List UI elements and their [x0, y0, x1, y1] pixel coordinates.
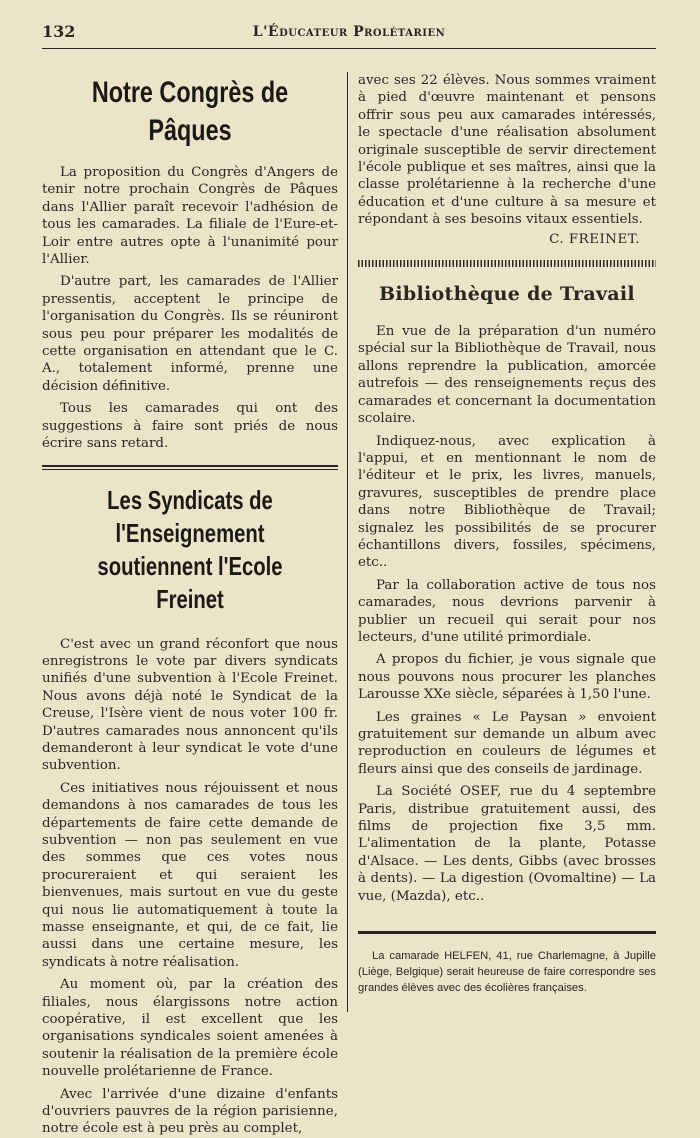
paragraph: A propos du fichier, je vous signale que nous pouvons nous procurer les planches Larousse XXe siècle, séparées à 1,50 l'une.	[358, 652, 656, 703]
paragraph: La Société OSEF, rue du 4 septembre Paris, distribue gratuitement aussi, des films de projection fixe 3,5 mm. L'alimentation de la plante, Potasse d'Alsace. — Les dents, Gibbs (avec brosses à dents). — La digestion (Ovomaltine) — La vue, (Mazda), etc..	[358, 784, 656, 904]
paragraph-continuation: avec ses 22 élèves. Nous sommes vraiment à pied d'œuvre maintenant et pensons offrir sous peu aux camarades intéressés, le spectacle d'une réalisation absolument originale susceptible de servir directement l'école publique et ses maîtres, ainsi que la classe prolétarienne à la recherche d'une éducation et d'une culture à sa mesure et répondant à ses besoins vitaux essentiels.	[358, 73, 656, 228]
notice-divider	[358, 931, 656, 934]
signature: C. FREINET.	[549, 231, 640, 247]
page-header	[42, 22, 656, 49]
paragraph: La proposition du Congrès d'Angers de tenir notre prochain Congrès de Pâques dans l'Allier paraît recevoir l'adhésion de tous les camarades. La filiale de l'Eure-et-Loir entre autres opte à l'unanimité pour l'Allier.	[42, 165, 338, 268]
article-body-syndicats	[42, 636, 338, 1138]
page-number: 132	[42, 22, 76, 41]
article-title-bibliotheque: Bibliothèque de Travail	[379, 283, 635, 306]
left-column	[42, 72, 338, 1138]
paragraph: D'autre part, les camarades de l'Allier pressentis, acceptent le principe de l'organisation du Congrès. Ils se réuniront sous peu pour préparer les modalités de cette organisation en attendant que le C. A., totalement informé, prenne une décision définitive.	[42, 274, 338, 394]
running-title: L'Éducateur Prolétarien	[252, 24, 446, 40]
hatched-divider	[358, 260, 656, 267]
notice-text: La camarade HELFEN, 41, rue Charlemagne, à Jupille (Liège, Belgique) serait heureuse de faire correspondre ses grandes élèves avec des écolières françaises.	[358, 950, 656, 995]
paragraph: Indiquez-nous, avec explication à l'appui, et en mentionnant le nom de l'éditeur et le prix, les livres, manuels, gravures, susceptibles de prendre place dans notre Bibliothèque de Travail; signalez les possibilités de se procurer échantillons divers, fossiles, spécimens, etc..	[358, 433, 656, 571]
column-divider	[347, 72, 348, 1012]
article-title-syndicats	[75, 484, 306, 616]
article-body-bibliotheque	[358, 323, 656, 905]
paragraph: Avec l'arrivée d'une dizaine d'enfants d'ouvriers pauvres de la région parisienne, notre école est à peu près au complet,	[42, 1086, 338, 1137]
paragraph: C'est avec un grand réconfort que nous enregistrons le vote par divers syndicats unifiés d'une subvention à l'Ecole Freinet. Nous avons déjà noté le Syndicat de la Creuse, l'Isère vient de nous voter 100 fr. D'autres camarades nous annoncent qu'ils demanderont à leur syndicat le vote d'une subvention.	[42, 636, 338, 774]
article-body-congres	[42, 164, 338, 453]
section-divider	[42, 465, 338, 470]
article-title-congres: Notre Congrès de Pâques	[91, 76, 289, 147]
paragraph: Par la collaboration active de tous nos camarades, nous devrions parvenir à publier un recueil qui serait pour nos lecteurs, d'une utilité primordiale.	[358, 577, 656, 645]
title-line: Les Syndicats de l'Enseignement	[107, 484, 273, 548]
paragraph: En vue de la préparation d'un numéro spécial sur la Bibliothèque de Travail, nous allons reprendre la publication, amorcée autrefois — des renseignements reçus des camarades et concernant la documentation scolaire.	[358, 324, 656, 427]
title-line: soutiennent l'Ecole Freinet	[97, 550, 283, 614]
paragraph: Ces initiatives nous réjouissent et nous demandons à nos camarades de tous les départements de faire cette demande de subvention — non pas seulement en vue des sommes que ces votes nous procureraient et qui seraient les bienvenues, mais surtout en vue du geste qui nous lie automatiquement à toute la masse enseignante, et qui, de ce fait, lie aussi dans une certaine mesure, les syndicats à notre réalisation.	[42, 780, 338, 970]
paragraph: Tous les camarades qui ont des suggestions à faire sont priés de nous écrire sans retard.	[42, 401, 338, 452]
paragraph: Les graines « Le Paysan » envoient gratuitement sur demande un album avec reproduction en couleurs de légumes et fleurs ainsi que des conseils de jardinage.	[358, 709, 656, 777]
right-column	[358, 72, 656, 996]
paragraph: Au moment où, par la création des filiales, nous élargissons notre action coopérative, il est excellent que les organisations syndicales soient amenées à soutenir la réalisation de la première école nouvelle prolétarienne de France.	[42, 977, 338, 1080]
